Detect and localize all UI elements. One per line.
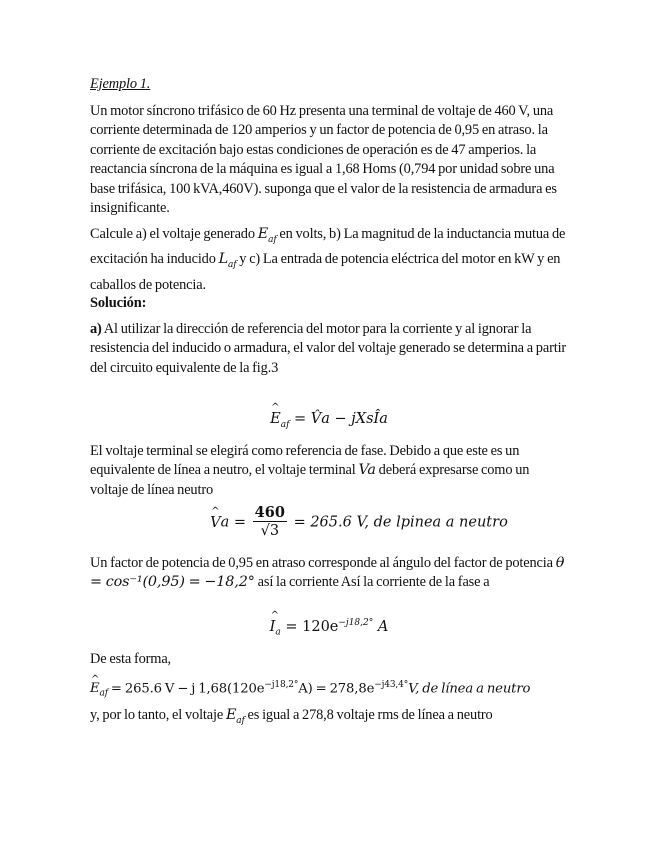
- fraction: [253, 505, 287, 540]
- conclusion-part1: y, por lo tanto, el voltaje: [90, 707, 226, 723]
- terminal-part2: deberá expresarse como un voltaje de línea neutro: [90, 462, 530, 498]
- questions-part3: y c) La entrada de potencia eléctrica del motor en kW y en caballos de potencia.: [90, 251, 561, 293]
- fraction-denominator: √3: [260, 523, 280, 539]
- questions-paragraph: [90, 225, 568, 295]
- equation-ia-unit: A: [373, 618, 389, 635]
- equation-va: ^ Va = $\frac{460}{√3}$ = 265.6 V, de lpinea a neutro: [120, 505, 598, 540]
- questions-part1: Calcule a) el voltaje generado: [90, 226, 258, 242]
- pf-formula: θ = cos⁻¹(0,95) = −18,2°: [90, 555, 565, 591]
- solution-label: a): [90, 321, 102, 337]
- equation-ia: ^ $I_a = 120e^{-j18,2^\circ}$ A: [90, 618, 568, 638]
- pf-part2: así la corriente Así la corriente de la fase a: [254, 574, 490, 591]
- equation-ia-exp: −j18,2°: [338, 618, 374, 628]
- eaf-result-exp1: −j18,2°: [264, 680, 299, 690]
- equation-ia-lhs: = 120e: [285, 618, 339, 635]
- eaf-result-a: = 265.6 V − j 1,68(120e: [107, 681, 265, 697]
- solution-paragraph: [90, 320, 568, 378]
- eaf-result-b: A) = 278,8e: [298, 681, 375, 697]
- pf-part1: Un factor de potencia de 0,95 en atraso corresponde al ángulo del factor de potencia: [90, 555, 556, 571]
- fraction-numerator: 460: [254, 504, 285, 521]
- equation-eaf-result: ^ $E_{af} = 265.6$ V − j $1,68(120e^{-j18,2^\circ}A) = 278,8e^{-j43,4^\circ}V$, de línea a neutro: [90, 676, 568, 704]
- de-esta-forma: De esta forma,: [90, 651, 172, 667]
- terminal-part1: El voltaje terminal se elegirá como referencia de fase. Debido a que este es un equivalente de línea a neutro, el voltaje terminal: [90, 443, 520, 479]
- power-factor-paragraph: [90, 554, 568, 593]
- conclusion-part2: es igual a 278,8 voltaje rms de línea a neutro: [244, 707, 493, 723]
- equation-eaf: ^ $E_{af}$ = V̂a − jXsÎa: [90, 411, 568, 430]
- questions-part2: en volts, b) La magnitud de la inductancia mutua de excitación ha inducido: [90, 226, 566, 268]
- solution-heading: Solución:: [90, 295, 147, 311]
- symbol-va: Va: [358, 462, 376, 479]
- problem-paragraph: Un motor síncrono trifásico de 60 Hz presenta una terminal de voltaje de 460 V, una corriente determinada de 120 amperios y un factor de potencia de 0,95 en atraso. la corriente de excitación bajo estas condiciones de operación es de 47 amperios. la reactancia síncrona de la máquina es igual a 1,68 Homs (0,794 por unidad sobre una base trifásica, 100 kVA,460V). suponga que el valor de la resistencia de armadura es insignificante.: [90, 103, 557, 217]
- equation-va-rhs: = 265.6 V, de lpinea a neutro: [293, 514, 508, 531]
- conclusion-paragraph: [90, 706, 568, 731]
- terminal-paragraph: [90, 442, 568, 500]
- eaf-result-c: V, de línea a neutro: [408, 681, 531, 697]
- example-title: Ejemplo 1.: [90, 76, 151, 92]
- symbol-eaf-conclusion: $E_{af}$: [225, 707, 245, 726]
- symbol-laf: $L_{af}$: [218, 251, 237, 271]
- symbol-eaf: $E_{af}$: [257, 226, 277, 245]
- eaf-result-exp2: −j43,4°: [374, 680, 409, 690]
- equation-eaf-rhs: = V̂a − jXsÎa: [294, 411, 388, 427]
- solution-text: Al utilizar la dirección de referencia del motor para la corriente y al ignorar la resistencia del inducido o armadura, el valor del voltaje generado se determina a partir del circuito equivalente de la fig.3: [90, 321, 567, 376]
